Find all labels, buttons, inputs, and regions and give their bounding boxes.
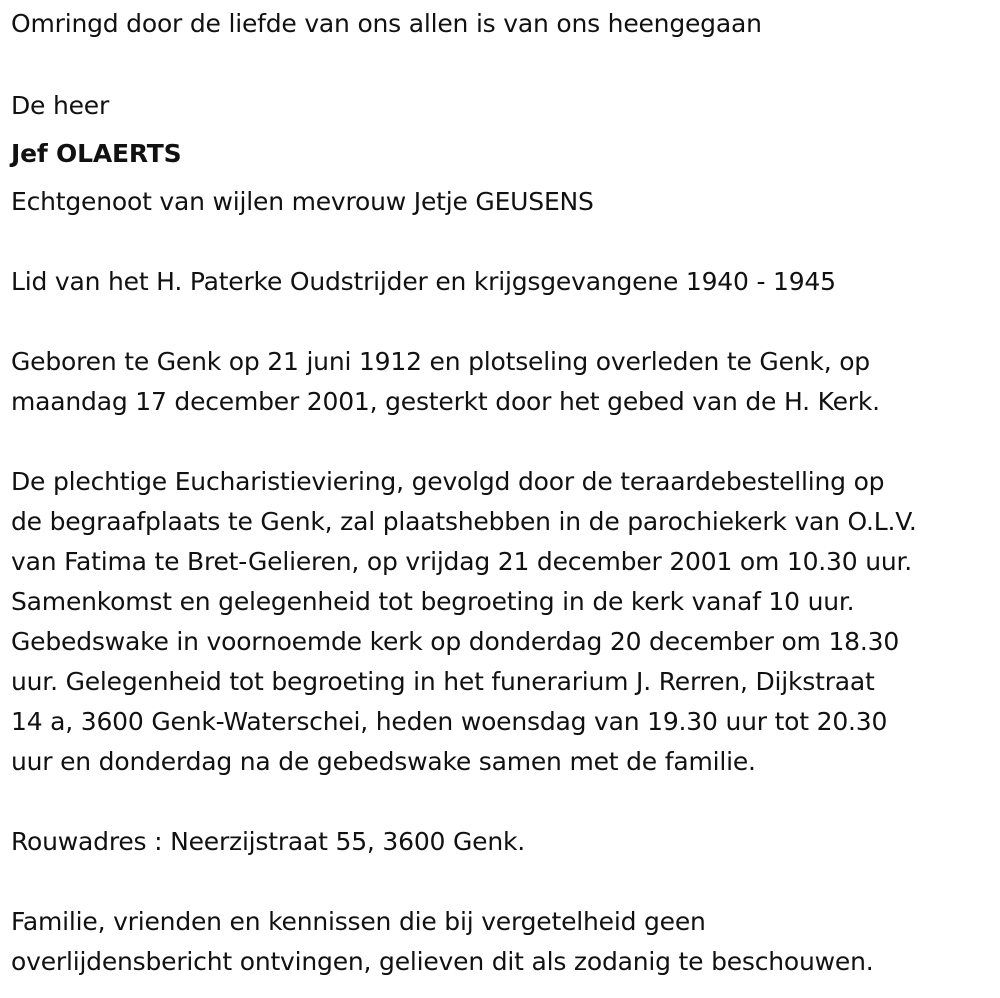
birth-death-line: Geboren te Genk op 21 juni 1912 en plotseling overleden te Genk, op [11,347,870,376]
closing-line: overlijdensbericht ontvingen, gelieven dit als zodanig te beschouwen. [11,947,874,976]
ceremony-line: uur en donderdag na de gebedswake samen met de familie. [11,747,756,776]
ceremony-line: De plechtige Eucharistieviering, gevolgd door de teraardebestelling op [11,467,885,496]
spouse-text: Echtgenoot van wijlen mevrouw Jetje GEUSENS [11,187,594,216]
ceremony-line: 14 a, 3600 Genk-Waterschei, heden woensdag van 19.30 uur tot 20.30 [11,707,888,736]
ceremony-line: Samenkomst en gelegenheid tot begroeting in de kerk vanaf 10 uur. [11,587,855,616]
ceremony-line: uur. Gelegenheid tot begroeting in het funerarium J. Rerren, Dijkstraat [11,667,875,696]
salutation: De heer [11,91,110,120]
mourning-address: Rouwadres : Neerzijstraat 55, 3600 Genk. [11,827,526,856]
membership-text: Lid van het H. Paterke Oudstrijder en krijgsgevangene 1940 - 1945 [11,267,836,296]
deceased-name: Jef OLAERTS [11,139,182,168]
birth-death-line: maandag 17 december 2001, gesterkt door het gebed van de H. Kerk. [11,387,880,416]
ceremony-line: de begraafplaats te Genk, zal plaatshebben in de parochiekerk van O.L.V. [11,507,917,536]
intro-text: Omringd door de liefde van ons allen is van ons heengegaan [11,9,762,38]
closing-line: Familie, vrienden en kennissen die bij vergetelheid geen [11,907,706,936]
ceremony-line: Gebedswake in voornoemde kerk op donderdag 20 december om 18.30 [11,627,900,656]
ceremony-line: van Fatima te Bret-Gelieren, op vrijdag 21 december 2001 om 10.30 uur. [11,547,913,576]
